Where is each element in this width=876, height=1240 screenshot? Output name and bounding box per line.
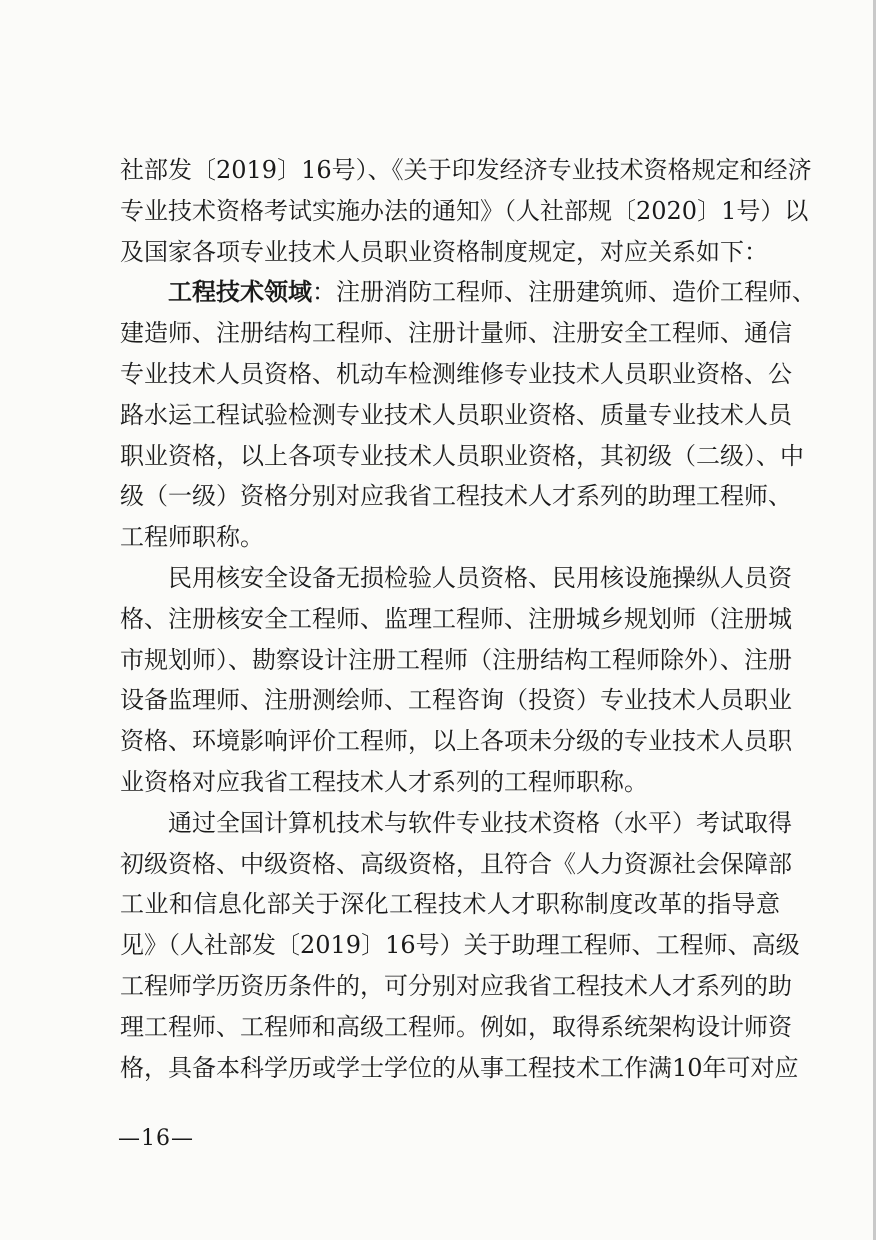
- text-line: 通过全国计算机技术与软件专业技术资格（水平）考试取得: [168, 808, 792, 837]
- paragraph-4: [120, 803, 800, 1089]
- text-line: 工程师学历资历条件的，可分别对应我省工程技术人才系列的助: [120, 971, 792, 1000]
- text-line: 建造师、注册结构工程师、注册计量师、注册安全工程师、通信: [120, 319, 792, 348]
- text-line: 专业技术人员资格、机动车检测维修专业技术人员职业资格、公: [120, 359, 792, 388]
- text-line: 民用核安全设备无损检验人员资格、民用核设施操纵人员资: [168, 563, 792, 592]
- paragraph-3: [120, 558, 792, 803]
- paragraph-2: [120, 272, 816, 558]
- text-line: 市规划师）、勘察设计注册工程师（注册结构工程师除外）、注册: [120, 645, 792, 674]
- text-line: 初级资格、中级资格、高级资格，且符合《人力资源社会保障部: [120, 849, 792, 878]
- text-line: 工业和信息化部关于深化工程技术人才职称制度改革的指导意: [120, 890, 780, 919]
- text-line: 资格、环境影响评价工程师，以上各项未分级的专业技术人员职: [120, 727, 792, 756]
- text-line: 理工程师、工程师和高级工程师。例如，取得系统架构设计师资: [120, 1012, 792, 1041]
- text-line: 设备监理师、注册测绘师、工程咨询（投资）专业技术人员职业: [120, 686, 792, 715]
- text-line: 业资格对应我省工程技术人才系列的工程师职称。: [120, 767, 648, 796]
- page-number: —16—: [118, 1126, 194, 1151]
- body-text: [120, 150, 816, 1088]
- text-line: 工程师职称。: [120, 523, 264, 552]
- paragraph-1: [120, 150, 812, 272]
- text-line-with-lead: [120, 272, 816, 313]
- text-line: 职业资格，以上各项专业技术人员职业资格，其初级（二级）、中: [120, 441, 804, 470]
- text-line: 见》（人社部发〔2019〕16号）关于助理工程师、工程师、高级: [120, 931, 800, 960]
- text-line: 专业技术资格考试实施办法的通知》（人社部规〔2020〕1号）以: [120, 196, 809, 225]
- text-line: ：注册消防工程师、注册建筑师、造价工程师、: [312, 278, 816, 307]
- text-line: 社部发〔2019〕16号）、《关于印发经济专业技术资格规定和经济: [120, 156, 812, 184]
- text-line: 格，具备本科学历或学士学位的从事工程技术工作满10年可对应: [120, 1053, 799, 1082]
- text-line: 格、注册核安全工程师、监理工程师、注册城乡规划师（注册城: [120, 604, 792, 633]
- section-lead-heading: 工程技术领域: [168, 277, 312, 307]
- text-line: 路水运工程试验检测专业技术人员职业资格、质量专业技术人员: [120, 400, 792, 429]
- text-line: 及国家各项专业技术人员职业资格制度规定，对应关系如下：: [120, 237, 768, 266]
- text-line: 级（一级）资格分别对应我省工程技术人才系列的助理工程师、: [120, 482, 792, 511]
